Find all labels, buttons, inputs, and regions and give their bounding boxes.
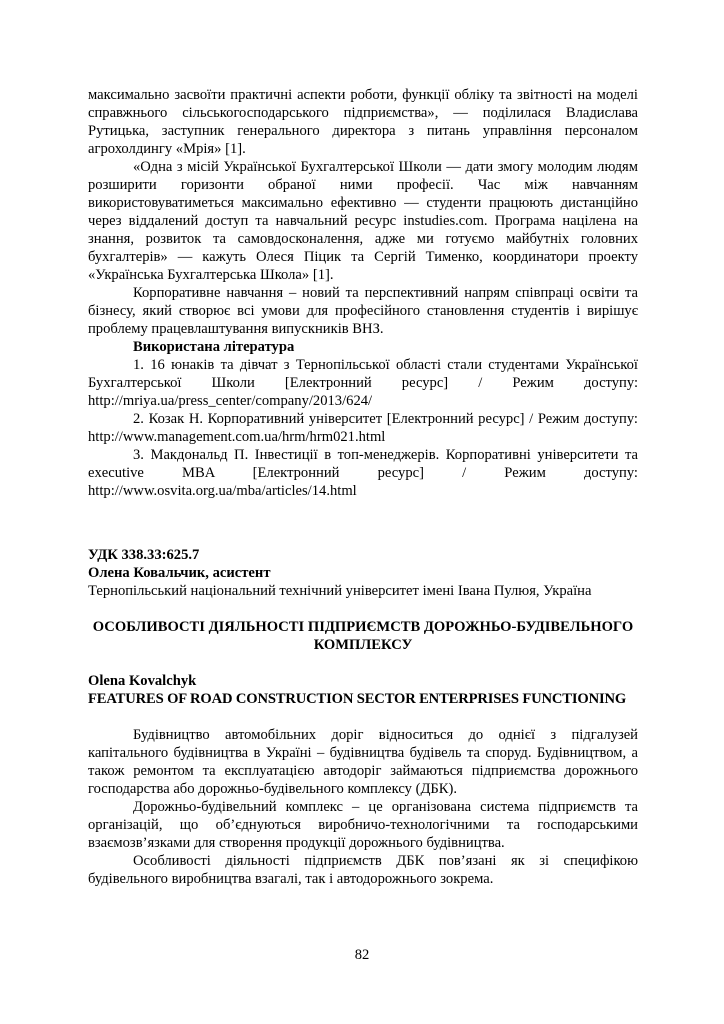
article-title-en: FEATURES OF ROAD CONSTRUCTION SECTOR ENTERPRISES FUNCTIONING [88,691,627,707]
body-paragraph: Будівництво автомобільних доріг відноситься до однієї з підгалузей капітального будівництва в Україні – будівництва будівель та споруд. Будівництвом, а також ремонтом та експлуатацією автодоріг займаються підприємства дорожнього господарства або дорожньо-будівельного комплексу (ДБК). [88,727,638,797]
author-line: Олена Ковальчик, асистент [88,565,271,581]
references-heading: Використана література [133,339,295,355]
reference-item: 2. Козак Н. Корпоративний університет [Електронний ресурс] / Режим доступу: http://www.management.com.ua/hrm/hrm021.html [88,411,638,445]
paragraph: Корпоративне навчання – новий та перспективний напрям співпраці освіти та бізнесу, який створює всі умови для професійного становлення студентів і вирішує проблему працевлаштування випускників ВНЗ. [88,285,638,337]
page-content [88,86,638,888]
article-title-ua: ОСОБЛИВОСТІ ДІЯЛЬНОСТІ ПІДПРИЄМСТВ ДОРОЖНЬО-БУДІВЕЛЬНОГО КОМПЛЕКСУ [92,619,634,653]
reference-item: 1. 16 юнаків та дівчат з Тернопільської області стали студентами Української Бухгалтерської Школи [Електронний ресурс] / Режим доступу: http://mriya.ua/press_center/company/2013/624/ [88,357,638,409]
reference-item: 3. Макдональд П. Інвестиції в топ-менеджерів. Корпоративні університети та executive MBA [Електронний ресурс] / Режим доступу: http://www.osvita.org.ua/mba/articles/14.html [88,447,638,499]
udk-code: УДК 338.33:625.7 [88,547,200,563]
page-number: 82 [354,947,370,963]
paragraph: «Одна з місій Української Бухгалтерської Школи — дати змогу молодим людям розширити горизонти обраної ними професії. Час між навчанням використовуватиметься максимально ефективно — студенти працюють дистанційно через віддалений доступ та навчальний ресурс instudies.com. Програма націлена на знання, розвиток та самовдосконалення, адже ми готуємо майбутніх головних бухгалтерів» — кажуть Олеся Піцик та Сергій Тименко, координатори проекту «Українська Бухгалтерська Школа» [1]. [88,159,638,283]
body-paragraph: Особливості діяльності підприємств ДБК пов’язані як зі специфікою будівельного виробництва взагалі, так і автодорожнього зокрема. [88,853,638,887]
affiliation: Тернопільський національний технічний університет імені Івана Пулюя, Україна [88,583,592,599]
author-en: Olena Kovalchyk [88,673,197,689]
paragraph: максимально засвоїти практичні аспекти роботи, функції обліку та звітності на моделі справжнього сільськогосподарського підприємства», — поділилася Владислава Рутицька, заступник генерального директора з питань управління персоналом агрохолдингу «Мрія» [1]. [88,87,638,157]
body-paragraph: Дорожньо-будівельний комплекс – це організована система підприємств та організацій, що об’єднуються виробничо-технологічними та господарськими взаємозв’язками для створення продукції дорожнього будівництва. [88,799,638,851]
